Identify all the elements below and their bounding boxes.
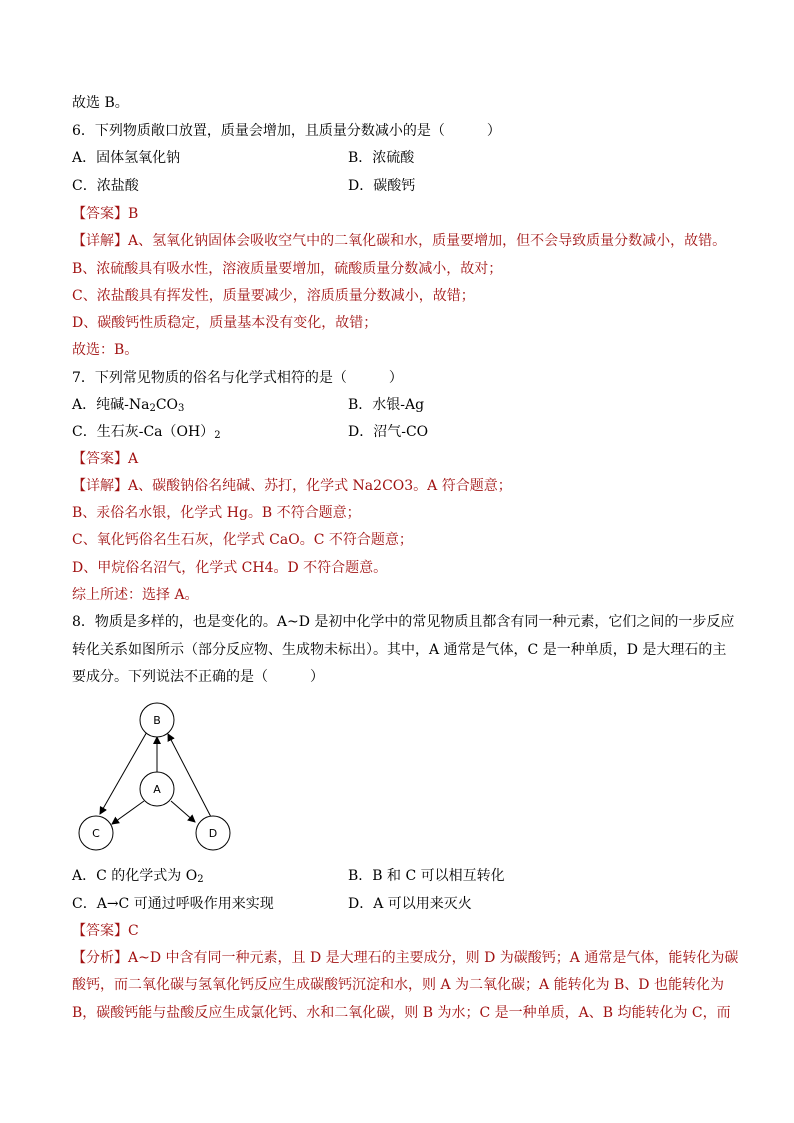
q7-answer-line [72,449,138,469]
q6-answer-line [72,204,138,224]
q6-detail-line-3: C、浓盐酸具有挥发性，质量要减少，溶质质量分数减小，故错； [72,288,475,304]
q6-detail-line-4: D、碳酸钙性质稳定，质量基本没有变化，故错； [72,315,378,331]
q8-analysis-line-2: 酸钙，而二氧化碳与氢氧化钙反应生成碳酸钙沉淀和水，则 A 为二氧化碳；A 能转化为 B、D 也能转化为 [72,977,724,993]
q6-detail-text-1: A、氢氧化钠固体会吸收空气中的二氧化碳和水，质量要增加，但不会导致质量分数减小，故错。 [128,233,727,249]
q8-answer-line [72,921,139,941]
q8-option-c: C．A→C 可通过呼吸作用来实现 [72,896,274,912]
q7-answer-value: A [128,451,139,467]
node-a-label: A [153,783,161,796]
q7-detail-line-2: B、汞俗名水银，化学式 Hg。B 不符合题意； [72,505,361,521]
q7-detail-line-1 [72,476,512,496]
q8-option-b: B．B 和 C 可以相互转化 [348,868,505,884]
q6-option-b: B．浓硫酸 [348,150,415,166]
q6-stem: 6．下列物质敞口放置，质量会增加，且质量分数减小的是（ ） [72,123,501,139]
previous-conclusion: 故选 B。 [72,95,129,111]
q8-analysis-tag: 【分析】 [72,950,128,966]
q7-option-a: A．纯碱$-Na_2CO_3$ [72,397,185,414]
node-c-label: C [92,827,100,840]
q6-answer-tag: 【答案】 [72,206,128,222]
q7-detail-line-4: D、甲烷俗名沼气，化学式 CH4。D 不符合题意。 [72,560,388,576]
q7-detail-tag: 【详解】 [72,478,128,494]
q8-analysis-line-3: B，碳酸钙能与盐酸反应生成氯化钙、水和二氧化碳，则 B 为水；C 是一种单质，A、B 均能转化为 C，而 [72,1005,731,1021]
arrow-a-to-c [112,801,144,824]
q8-stem-line-1: 8．物质是多样的，也是变化的。A~D 是初中化学中的常见物质且都含有同一种元素，它们之间的一步反应 [72,614,735,630]
q8-stem-line-2: 转化关系如图所示（部分反应物、生成物未标出）。其中，A 通常是气体，C 是一种单质，D 是大理石的主 [72,642,727,658]
node-b-label: B [153,714,161,727]
q7-option-b: B．水银-Ag [348,397,425,413]
q6-option-c: C．浓盐酸 [72,178,139,194]
arrow-a-to-d [171,801,195,822]
q8-option-d: D．A 可以用来灭火 [348,896,472,912]
q7-answer-tag: 【答案】 [72,451,128,467]
q6-option-d: D．碳酸钙 [348,178,416,194]
q7-detail-line-3: C、氧化钙俗名生石灰，化学式 CaO。C 不符合题意； [72,532,413,548]
q6-option-a: A．固体氢氧化钠 [72,150,181,166]
arrow-b-to-c [100,730,148,814]
q7-conclusion: 综上所述：选择 A。 [72,587,199,603]
q8-option-a: A．C 的化学式为 $O_2$ [72,868,204,885]
q8-stem-line-3: 要成分。下列说法不正确的是（ ） [72,669,324,685]
q6-detail-line-2: B、浓硫酸具有吸水性，溶液质量要增加，硫酸质量分数减小，故对； [72,261,503,277]
q6-conclusion: 故选：B。 [72,342,139,358]
q6-answer-value: B [128,206,139,222]
q7-detail-text-1: A、碳酸钠俗名纯碱、苏打，化学式 Na2CO3。A 符合题意； [128,478,512,494]
q7-stem: 7．下列常见物质的俗名与化学式相符的是（ ） [72,370,403,386]
conversion-diagram [74,700,244,860]
q6-detail-tag: 【详解】 [72,233,128,249]
q6-detail-line-1 [72,231,726,251]
node-d-label: D [208,827,218,840]
q7-option-c: C．生石灰$-Ca(OH)_2$ [72,424,221,441]
q8-analysis-line-1: 【分析】A~D 中含有同一种元素，且 D 是大理石的主要成分，则 D 为碳酸钙；A 通常是气体，能转化为碳 [72,950,739,966]
q8-answer-tag: 【答案】 [72,923,128,939]
q7-option-d: D．沼气-CO [348,424,429,440]
q8-answer-value: C [128,923,139,939]
